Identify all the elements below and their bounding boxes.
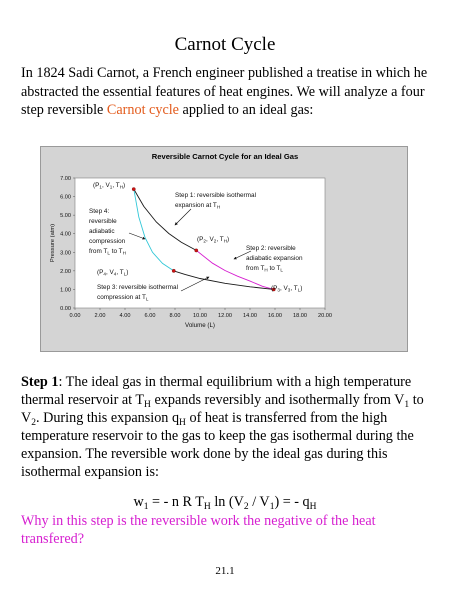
pv-chart [41, 147, 409, 353]
state-point-p2 [195, 249, 198, 252]
label-p4-part: 4 [103, 271, 106, 277]
x-tick-label: 0.00 [69, 313, 81, 319]
step1-text-4: . During this expansion q [36, 410, 180, 426]
step4-note-line1: Step 4: [89, 208, 110, 215]
label-p1-part: 1 [99, 184, 102, 190]
step4-note-line5-part: L [107, 250, 110, 256]
label-p3-part: ) [300, 285, 303, 292]
intro-text-1: In 1824 Sadi Carnot, a French engineer published a treatise in which he abstracted the essential features of heat engines. We will analyze a four step reversible [21, 65, 428, 118]
page-number: 21.1 [215, 565, 235, 577]
label-p4-part: (P [97, 269, 104, 276]
x-tick-label: 10.00 [193, 313, 207, 319]
label-p1-part: , T [112, 182, 120, 189]
label-p2-part: , T [216, 236, 224, 243]
step4-note-line2: reversible [89, 218, 117, 225]
step1-note-line2-part: H [216, 204, 221, 210]
y-tick-label: 3.00 [60, 250, 71, 257]
step2-note-line2: adiabatic expansion [246, 255, 303, 262]
chart-title: Reversible Carnot Cycle for an Ideal Gas [151, 152, 299, 161]
label-p2-part: ) [227, 236, 230, 243]
step1-text-5: of heat is transferred from the high temperature reservoir to the gas to keep the gas isothermal during the expansion. The reversible work done by the ideal gas during this isothermal expansion is: [21, 410, 414, 480]
step4-note-line5-part: from T [89, 248, 108, 255]
step3-note-line2 [97, 294, 149, 302]
label-p3-part: L [297, 287, 301, 293]
y-axis-label: Pressure (atm) [50, 223, 56, 263]
label-p2-part: , V [205, 236, 214, 243]
step1-note-line2-part: expansion at T [175, 202, 217, 209]
eq-sub-1: 1 [143, 502, 149, 512]
label-p4 [97, 269, 128, 277]
y-tick-label: 1.00 [60, 287, 71, 294]
label-p2-part: (P [197, 236, 204, 243]
x-tick-label: 6.00 [144, 313, 156, 319]
state-point-p4 [172, 269, 175, 272]
step1-text-2: expands reversibly and isothermally from V [150, 392, 405, 408]
step3-note-line2-part: compression at T [97, 294, 146, 301]
work-equation [0, 493, 450, 511]
step1-note-line2 [175, 202, 220, 210]
step3-note-line2-part: L [145, 296, 149, 302]
label-p4-part: L [123, 271, 127, 277]
eq-part-a: w [133, 494, 144, 510]
label-p4-part: ) [126, 269, 129, 276]
eq-sub-2: 2 [243, 502, 249, 512]
label-p3-part: 3 [287, 287, 291, 293]
x-tick-label: 2.00 [94, 313, 106, 319]
label-p3 [271, 285, 302, 293]
step2-note-line3-part: from T [246, 265, 265, 272]
x-tick-label: 18.00 [293, 313, 307, 319]
y-tick-label: 4.00 [60, 231, 71, 238]
x-tick-label: 4.00 [119, 313, 131, 319]
carnot-cycle-highlight: Carnot cycle [106, 102, 179, 118]
x-tick-label: 12.00 [218, 313, 232, 319]
x-tick-label: 14.00 [243, 313, 257, 319]
question-text: Why in this step is the reversible work the negative of the heat transfered? [21, 513, 376, 547]
step1-sub-h: H [144, 400, 151, 410]
chart-figure [40, 146, 408, 352]
step1-text-3: to V [21, 392, 424, 426]
label-p1-part: (P [93, 182, 100, 189]
page-title: Carnot Cycle [174, 34, 276, 55]
x-tick-label: 8.00 [169, 313, 181, 319]
step1-paragraph [21, 373, 431, 481]
step2-note-line3-part: H [264, 267, 268, 273]
step2-note-line3-part: L [280, 267, 283, 273]
label-p4-part: , T [116, 269, 124, 276]
label-p1-part: 1 [109, 184, 113, 190]
intro-paragraph [21, 64, 431, 120]
step3-note-line1: Step 3: reversible isothermal [97, 284, 178, 291]
label-p4-part: , V [105, 269, 114, 276]
step1-text-1: : The ideal gas in thermal equilibrium with a high temperature thermal reservoir at T [21, 374, 412, 408]
eq-sub-1b: 1 [269, 502, 275, 512]
eq-part-e: ) = - q [274, 494, 310, 510]
x-tick-label: 20.00 [318, 313, 332, 319]
label-p1-part: , V [101, 182, 110, 189]
y-tick-label: 0.00 [60, 306, 71, 312]
eq-sub-h: H [203, 502, 211, 512]
step4-note-line5-part: H [122, 250, 126, 256]
label-p2-part: 2 [213, 238, 217, 244]
step1-note-line1: Step 1: reversible isothermal [175, 192, 256, 199]
label-p2-part: 2 [203, 238, 206, 244]
step4-note-line5-part: to T [109, 248, 123, 255]
y-tick-label: 2.00 [60, 268, 71, 275]
y-tick-label: 7.00 [60, 176, 71, 182]
state-point-p1 [132, 187, 135, 190]
label-p1-part: ) [123, 182, 126, 189]
label-p3-part: (P [271, 285, 278, 292]
y-tick-label: 6.00 [60, 194, 71, 201]
eq-part-c: ln (V [210, 494, 244, 510]
eq-part-b: = - n R T [148, 494, 204, 510]
step4-note-line4: compression [89, 238, 126, 245]
label-p3-part: , T [290, 285, 298, 292]
label-p3-part: 3 [277, 287, 280, 293]
y-tick-label: 5.00 [60, 213, 71, 220]
step2-note-line1: Step 2: reversible [246, 245, 296, 252]
x-tick-label: 16.00 [268, 313, 282, 319]
label-p2-part: H [223, 238, 228, 244]
step1-sub-2: 2 [31, 418, 36, 428]
label-p4-part: 4 [113, 271, 117, 277]
step4-note-line3: adiabatic [89, 228, 115, 235]
label-p1-part: H [119, 184, 124, 190]
step1-sub-1: 1 [404, 400, 410, 410]
eq-sub-h2: H [309, 502, 317, 512]
eq-part-d: / V [248, 494, 270, 510]
step2-note-line3-part: to T [267, 265, 281, 272]
x-axis-label: Volume (L) [185, 322, 215, 329]
step1-sub-h2: H [179, 418, 186, 428]
intro-text-2: applied to an ideal gas: [178, 102, 314, 118]
label-p3-part: , V [279, 285, 288, 292]
step1-label: Step 1 [21, 374, 59, 390]
